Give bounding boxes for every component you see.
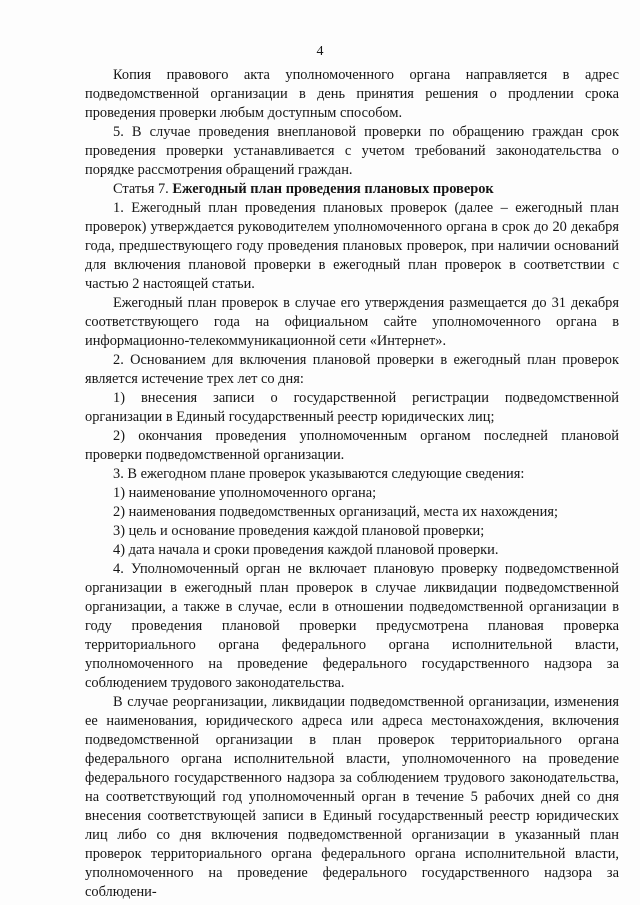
article-label: Статья 7.: [113, 181, 169, 197]
paragraph-point-3: 3. В ежегодном плане проверок указываются следующие сведения:: [113, 466, 525, 482]
paragraph-copy-of-act: Копия правового акта уполномоченного органа направляется в адрес подведомственной организации в день принятия решения о продлении срока проведения проверки любым доступным способом.: [85, 67, 619, 121]
article-title: Ежегодный план проведения плановых проверок: [172, 181, 494, 197]
list-item-organization-names: 2) наименования подведомственных организаций, места их нахождения;: [113, 504, 558, 520]
paragraph-point-5: 5. В случае проведения внеплановой проверки по обращению граждан срок проведения проверки устанавливается с учетом требований законодательства о порядке рассмотрения обращений граждан.: [85, 124, 619, 178]
article-heading: [85, 180, 619, 199]
paragraph-point-1: 1. Ежегодный план проведения плановых проверок (далее – ежегодный план проверок) утверждается руководителем уполномоченного органа в срок до 20 декабря года, предшествующего году проведения плановых проверок, при наличии оснований для включения плановой проверки в ежегодный план проверок в соответствии с частью 2 настоящей статьи.: [85, 200, 619, 292]
paragraph-point-4: 4. Уполномоченный орган не включает плановую проверку подведомственной организации в ежегодный план проверок в случае ликвидации подведомственной организации, а также в случае, если в отношении подведомственной организации в году проведения плановой проверки предусмотрена плановая проверка территориального органа федерального органа исполнительной власти, уполномоченного на проведение федерального государственного надзора за соблюдением трудового законодательства.: [85, 561, 619, 691]
paragraph-point-2: 2. Основанием для включения плановой проверки в ежегодный план проверок является истечение трех лет со дня:: [85, 352, 619, 387]
list-item-dates: 4) дата начала и сроки проведения каждой плановой проверки.: [113, 542, 499, 558]
list-item-purpose: 3) цель и основание проведения каждой плановой проверки;: [113, 523, 485, 539]
paragraph-plan-publication: Ежегодный план проверок в случае его утверждения размещается до 31 декабря соответствующего года на официальном сайте уполномоченного органа в информационно-телекоммуникационной сети «Интернет».: [85, 295, 619, 349]
paragraph-reorganization: В случае реорганизации, ликвидации подведомственной организации, изменения ее наименования, юридического адреса или адреса местонахождения, включения подведомственной организации в план проверок территориального органа федерального органа исполнительной власти, уполномоченного на проведение федерального государственного надзора за соблюдением трудового законодательства, на соответствующий год уполномоченный орган в течение 5 рабочих дней со дня внесения соответствующей записи в Единый государственный реестр юридических лиц либо со дня включения подведомственной организации в указанный план проверок территориального органа федерального органа исполнительной власти, уполномоченного на проведение федерального государственного надзора за соблюдени-: [85, 694, 619, 900]
document-body: [85, 66, 619, 902]
list-item-authority-name: 1) наименование уполномоченного органа;: [113, 485, 377, 501]
page-number: 4: [316, 44, 324, 59]
paragraph-subitem-registration: 1) внесения записи о государственной регистрации подведомственной организации в Единый государственный реестр юридических лиц;: [85, 390, 619, 425]
paragraph-subitem-last-inspection: 2) окончания проведения уполномоченным органом последней плановой проверки подведомственной организации.: [85, 428, 619, 463]
